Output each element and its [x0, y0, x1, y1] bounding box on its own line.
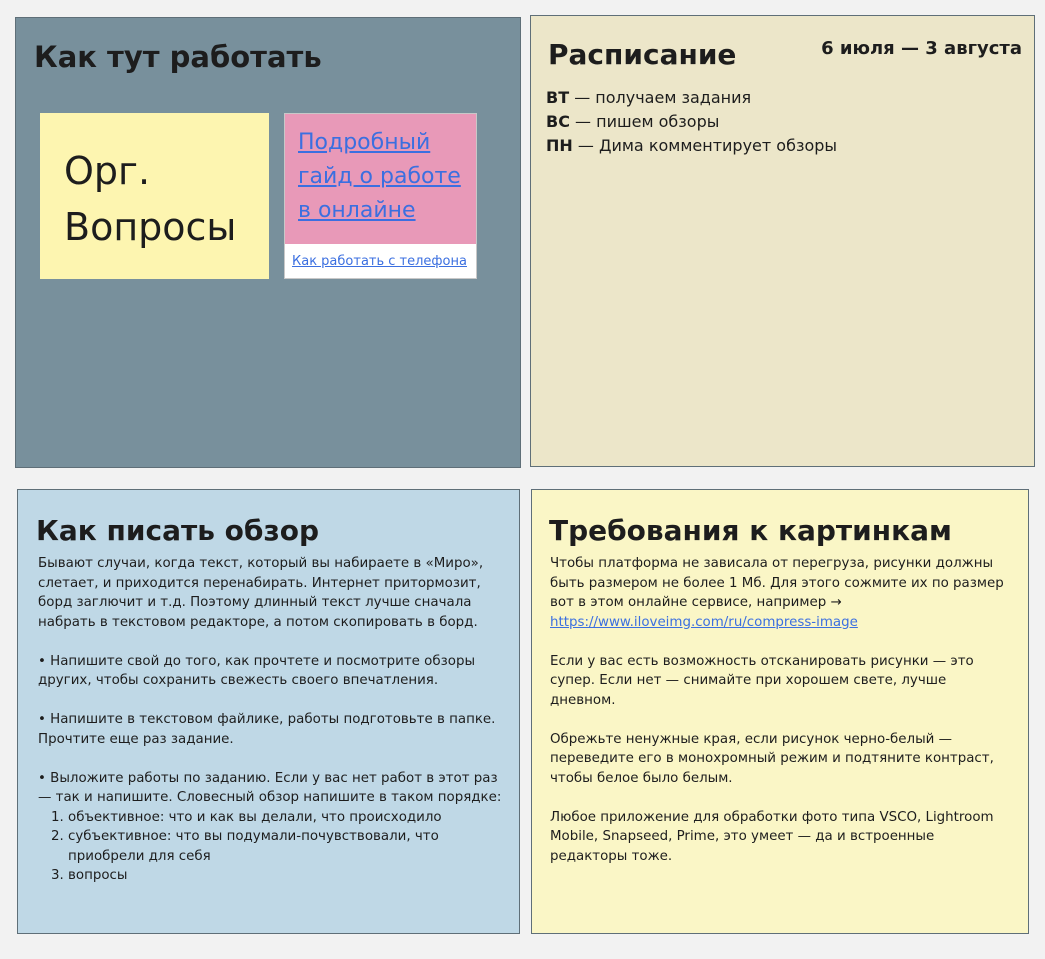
phone-guide-link[interactable]: Как работать с телефона — [292, 254, 467, 269]
sticky-note-line: Орг. — [64, 149, 151, 193]
frame-image-requirements[interactable] — [531, 489, 1029, 934]
frame-how-to-review[interactable] — [17, 489, 520, 934]
frame-how-to-work[interactable] — [15, 17, 521, 468]
frame-schedule[interactable] — [530, 15, 1035, 467]
review-paragraph: Бывают случаи, когда текст, который вы набираете в «Миро», слетает, и приходится перенабирать. Интернет притормозит, борд заглючит и т.д. Поэтому длинный текст лучше сначала набрать в текстовом редакторе, а потом скопировать в борд. — [38, 556, 484, 630]
guide-card[interactable] — [284, 113, 477, 279]
sticky-note-org-questions[interactable] — [40, 113, 269, 279]
frame-title-schedule: Расписание — [548, 38, 737, 71]
frame-title-how-to-work: Как тут работать — [34, 40, 322, 74]
guide-card-footer — [285, 244, 476, 279]
frame-title-image-requirements: Требования к картинкам — [549, 514, 952, 547]
review-order-list — [38, 808, 508, 886]
list-item: 1. объективное: что и как вы делали, что происходило — [68, 808, 508, 828]
image-requirements-text — [550, 554, 1015, 886]
image-paragraph: Обрежьте ненужные края, если рисунок черно-белый — переведите его в монохромный режим и подтяните контраст, чтобы белое было белым. — [550, 731, 994, 786]
schedule-item: ВС — пишем обзоры — [546, 112, 720, 131]
schedule-item: ПН — Дима комментирует обзоры — [546, 136, 838, 155]
review-paragraph: • Напишите свой до того, как прочтете и посмотрите обзоры других, чтобы сохранить свежесть своего впечатления. — [38, 653, 476, 688]
image-paragraph: Любое приложение для обработки фото типа VSCO, Lightroom Mobile, Snapseed, Prime, это умеет — да и встроенные редакторы тоже. — [550, 809, 994, 864]
review-instructions — [38, 554, 508, 886]
guide-card-header — [285, 114, 476, 244]
schedule-dates: 6 июля — 3 августа — [821, 38, 1022, 59]
schedule-item: ВТ — получаем задания — [546, 88, 752, 107]
guide-link[interactable]: Подробный гайд о работе в онлайне — [298, 130, 461, 223]
review-paragraph: • Выложите работы по заданию. Если у вас нет работ в этот раз — так и напишите. Словесный обзор напишите в таком порядке: — [38, 770, 502, 805]
frame-title-how-to-review: Как писать обзор — [36, 514, 320, 547]
image-paragraph: Если у вас есть возможность отсканировать рисунки — это супер. Если нет — снимайте при хорошем свете, лучше дневном. — [550, 653, 974, 708]
schedule-list — [546, 86, 837, 158]
list-item: 2. субъективное: что вы подумали-почувствовали, что приобрели для себя — [68, 827, 508, 866]
sticky-note-line: Вопросы — [64, 205, 237, 249]
list-item: 3. вопросы — [68, 866, 508, 886]
compress-image-link[interactable]: https://www.iloveimg.com/ru/compress-image — [550, 614, 858, 630]
image-paragraph: Чтобы платформа не зависала от перегруза, рисунки должны быть размером не более 1 Мб. Для этого сожмите их по размер вот в этом онлайне сервисе, например → https://www.iloveimg.com/ru/compress-image — [550, 556, 1004, 630]
review-paragraph: • Напишите в текстовом файлике, работы подготовьте в папке. Прочтите еще раз задание. — [38, 712, 496, 747]
